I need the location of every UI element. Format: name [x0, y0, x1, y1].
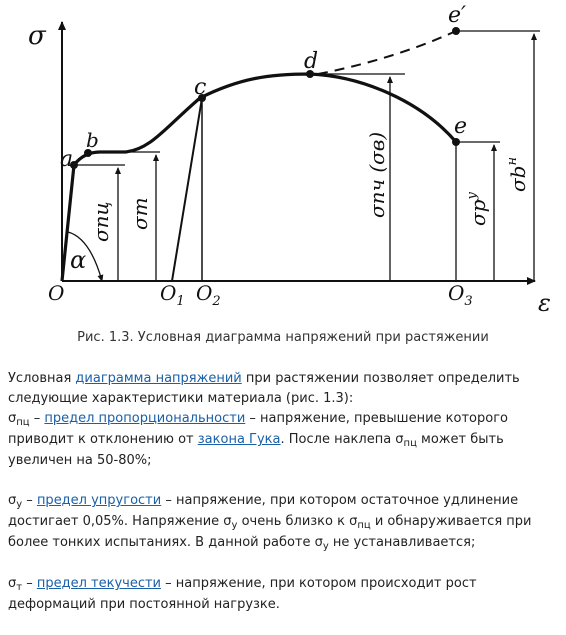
paragraph-intro: Условная диаграмма напряжений при растяжении позволяет определить следующие характеристики материала (рис. 1.3):: [8, 371, 520, 406]
link-yield-strength[interactable]: предел текучести: [36, 576, 161, 591]
unloading-line: [172, 98, 202, 281]
sigma-t-label: σт: [128, 197, 152, 230]
sigma-axis-label: σ: [28, 21, 46, 51]
sigma-b-h-label: $\sigma b^н$: [505, 156, 530, 192]
figure-caption: Рис. 1.3. Условная диаграмма напряжений при растяжении: [77, 330, 489, 345]
paragraph-proportionality: $\sigma_{пц}$ – предел пропорциональности – напряжение, превышение которого приводит к отклонению от закона Гука. После наклепа $\sigma_{пц}$ может быть увеличен на 50-80%;: [8, 411, 508, 468]
alpha-label: α: [70, 246, 87, 274]
stress-strain-curve: [62, 74, 456, 281]
point-e-prime-label: e′: [448, 3, 467, 28]
point-c-label: c: [194, 75, 207, 100]
link-hookes-law[interactable]: закона Гука: [197, 432, 281, 447]
link-proportionality-limit[interactable]: предел пропорциональности: [44, 411, 246, 426]
point-e-label: e: [454, 114, 468, 139]
article-body: [8, 369, 560, 635]
o1-label: $O_1$: [160, 281, 185, 309]
sigma-pc-label: σпц: [89, 201, 113, 242]
origin-label: O: [48, 281, 65, 305]
point-d-label: d: [304, 49, 319, 74]
paragraph-yield: $\sigma_т$ – предел текучести – напряжение, при котором происходит рост деформаций при постоянной нагрузке.: [8, 576, 477, 612]
sigma-p-y-label: $\sigma р^у$: [465, 191, 490, 226]
true-stress-dashed-curve: [318, 31, 456, 74]
point-b-label: b: [86, 128, 99, 152]
o3-label: $O_3$: [448, 281, 473, 309]
link-elastic-limit[interactable]: предел упругости: [36, 493, 162, 508]
o2-label: $O_2$: [196, 281, 221, 309]
paragraph-elasticity: $\sigma_у$ – предел упругости – напряжение, при котором остаточное удлинение достигает 0,05%. Напряжение $\sigma_у$ очень близко к $\sigma_{пц}$ и обнаруживается при более тонких испытаниях. В данной работе $\sigma_у$ не устанавливается;: [8, 493, 532, 552]
point-a-label: a: [60, 147, 74, 172]
link-stress-diagram[interactable]: диаграмма напряжений: [75, 371, 242, 386]
sigma-pch-label: σпч (σв): [365, 131, 389, 218]
epsilon-axis-label: ε: [538, 289, 551, 317]
